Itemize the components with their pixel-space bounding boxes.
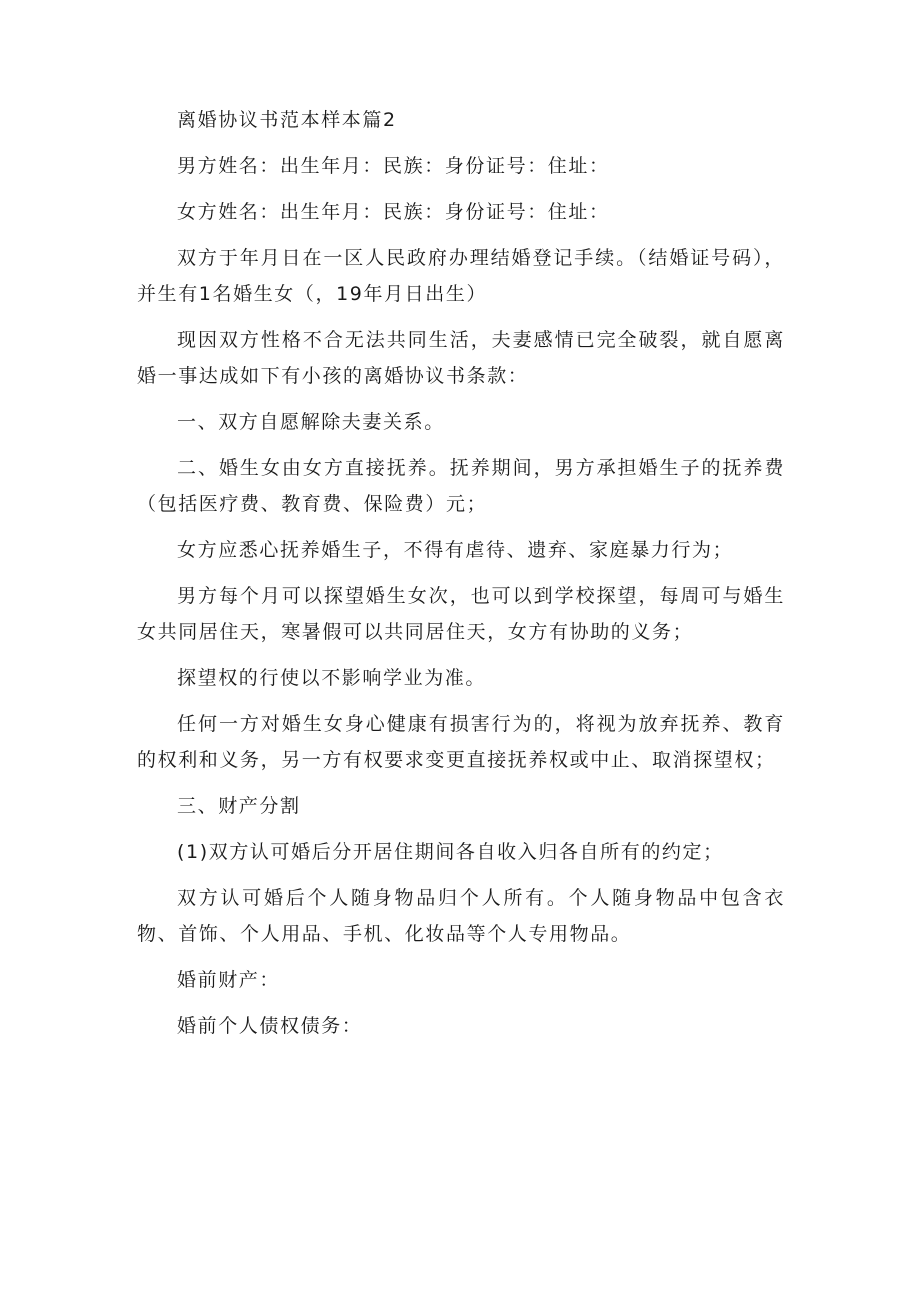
clause-2-care: 女方应悉心抚养婚生子，不得有虐待、遗弃、家庭暴力行为； bbox=[177, 539, 734, 561]
document-body bbox=[137, 102, 785, 1054]
divorce-reason-paragraph: 现因双方性格不合无法共同生活，夫妻感情已完全破裂，就自愿离婚一事达成如下有小孩的离婚协议书条款： bbox=[137, 329, 785, 387]
clause-2-harm: 任何一方对婚生女身心健康有损害行为的，将视为放弃抚养、教育的权利和义务，另一方有权要求变更直接抚养权或中止、取消探望权； bbox=[137, 713, 785, 771]
document-title: 离婚协议书范本样本篇2 bbox=[177, 109, 397, 131]
clause-1: 一、双方自愿解除夫妻关系。 bbox=[177, 411, 445, 433]
clause-3-heading: 三、财产分割 bbox=[177, 795, 301, 817]
clause-3-personal-items: 双方认可婚后个人随身物品归个人所有。个人随身物品中包含衣物、首饰、个人用品、手机、化妆品等个人专用物品。 bbox=[137, 887, 785, 945]
clause-2: 二、婚生女由女方直接抚养。抚养期间，男方承担婚生子的抚养费（包括医疗费、教育费、保险费）元； bbox=[137, 457, 785, 515]
marriage-registration-paragraph: 双方于年月日在一区人民政府办理结婚登记手续。（结婚证号码），并生有1名婚生女（，19年月日出生） bbox=[137, 247, 785, 305]
clause-3-item-1: (1)双方认可婚后分开居住期间各自收入归各自所有的约定； bbox=[177, 841, 724, 863]
female-party-info: 女方姓名：出生年月：民族：身份证号：住址： bbox=[177, 201, 610, 223]
clause-2-visitation-limit: 探望权的行使以不影响学业为准。 bbox=[177, 667, 487, 689]
male-party-info: 男方姓名：出生年月：民族：身份证号：住址： bbox=[177, 155, 610, 177]
premarital-debts: 婚前个人债权债务： bbox=[177, 1015, 363, 1037]
premarital-property: 婚前财产： bbox=[177, 969, 281, 991]
clause-2-visitation: 男方每个月可以探望婚生女次，也可以到学校探望，每周可与婚生女共同居住天，寒暑假可以共同居住天，女方有协助的义务； bbox=[137, 585, 785, 643]
